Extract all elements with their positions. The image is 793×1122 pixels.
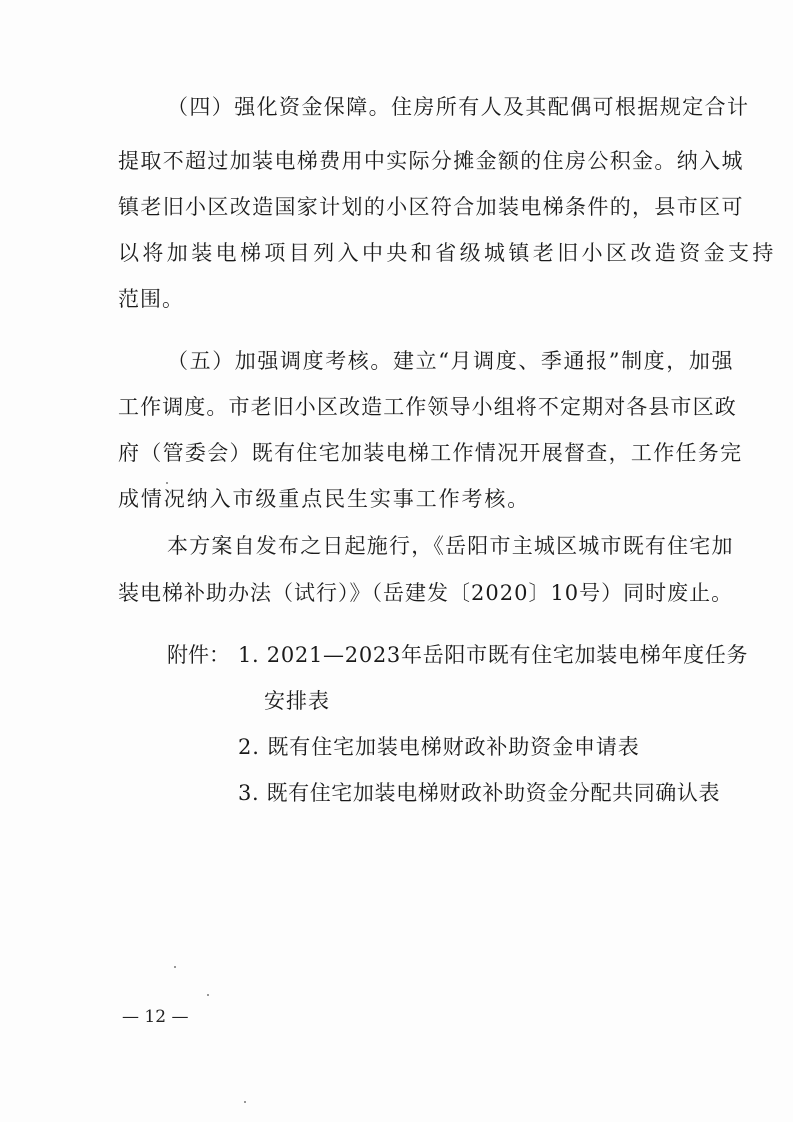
text-line: 装电梯补助办法（试行）》（岳建发〔2020〕10号）同时废止。 — [118, 581, 734, 605]
attachment-item-continuation: 安排表 — [264, 689, 330, 713]
scan-speck — [244, 1101, 246, 1103]
attachment-item: 3. 既有住宅加装电梯财政补助资金分配共同确认表 — [238, 781, 721, 805]
attachment-item: 2. 既有住宅加装电梯财政补助资金申请表 — [238, 735, 640, 759]
text-line: 府（管委会）既有住宅加装电梯工作情况开展督查，工作任务完 — [118, 441, 743, 465]
text-line: （五）加强调度考核。建立“月调度、季通报”制度，加强 — [167, 349, 735, 373]
text-line: （四）强化资金保障。住房所有人及其配偶可根据规定合计 — [167, 95, 750, 119]
text-line: 工作调度。市老旧小区改造工作领导小组将不定期对各县市区政 — [118, 395, 737, 419]
attachments-label: 附件： — [167, 643, 230, 667]
text-line: 提取不超过加装电梯费用中实际分摊金额的住房公积金。纳入城 — [118, 149, 744, 173]
text-line: 成情况纳入市级重点民生实事工作考核。 — [118, 487, 531, 511]
text-line: 以将加装电梯项目列入中央和省级城镇老旧小区改造资金支持 — [118, 241, 777, 265]
text-line: 本方案自发布之日起施行，《岳阳市主城区城市既有住宅加 — [167, 534, 734, 558]
scan-speck — [174, 966, 176, 968]
page-number: — 12 — — [122, 1007, 189, 1027]
text-line: 镇老旧小区改造国家计划的小区符合加装电梯条件的，县市区可 — [118, 195, 744, 219]
scan-speck — [207, 994, 209, 996]
attachment-item: 1. 2021—2023年岳阳市既有住宅加装电梯年度任务 — [238, 643, 749, 667]
text-line: 范围。 — [118, 287, 184, 311]
scan-speck — [166, 482, 168, 484]
